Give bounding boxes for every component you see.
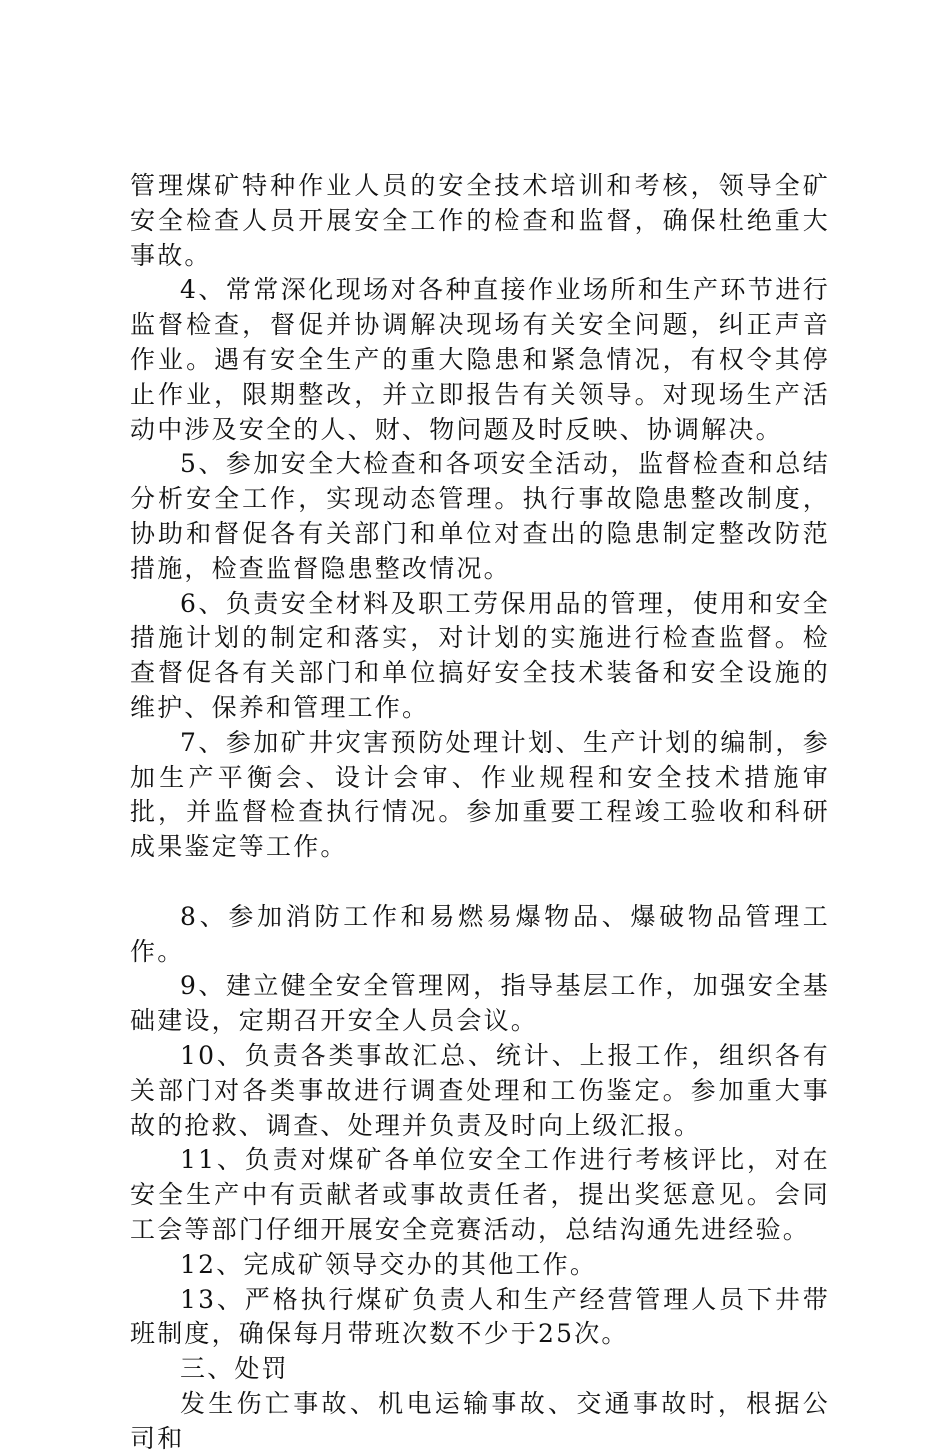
paragraph-penalty: 发生伤亡事故、机电运输事故、交通事故时，根据公司和 xyxy=(130,1388,830,1453)
paragraph-item-12: 12、完成矿领导交办的其他工作。 xyxy=(180,1249,598,1279)
paragraph-item-5: 5、参加安全大检查和各项安全活动，监督检查和总结分析安全工作，实现动态管理。执行事故隐患整改制度，协助和督促各有关部门和单位对查出的隐患制定整改防范措施，检查监督隐患整改情况。 xyxy=(130,449,830,583)
paragraph-item-6: 6、负责安全材料及职工劳保用品的管理，使用和安全措施计划的制定和落实，对计划的实施进行检查监督。检查督促各有关部门和单位搞好安全技术装备和安全设施的维护、保养和管理工作。 xyxy=(130,588,830,722)
paragraph-item-7: 7、参加矿井灾害预防处理计划、生产计划的编制，参加生产平衡会、设计会审、作业规程和安全技术措施审批，并监督检查执行情况。参加重要工程竣工验收和科研成果鉴定等工作。 xyxy=(130,727,830,862)
paragraph-item-4: 4、常常深化现场对各种直接作业场所和生产环节进行监督检查，督促并协调解决现场有关安全问题，纠正声音作业。遇有安全生产的重大隐患和紧急情况，有权令其停止作业，限期整改，并立即报告有关领导。对现场生产活动中涉及安全的人、财、物问题及时反映、协调解决。 xyxy=(130,275,830,444)
paragraph-item-10: 10、负责各类事故汇总、统计、上报工作，组织各有关部门对各类事故进行调查处理和工伤鉴定。参加重大事故的抢救、调查、处理并负责及时向上级汇报。 xyxy=(130,1040,830,1140)
section-heading: 三、处罚 xyxy=(180,1354,289,1384)
paragraph-item-9: 9、建立健全安全管理网，指导基层工作，加强安全基础建设，定期召开安全人员会议。 xyxy=(130,971,830,1036)
document-body xyxy=(130,169,830,1456)
paragraph-item-8: 8、参加消防工作和易燃易爆物品、爆破物品管理工作。 xyxy=(130,901,830,966)
paragraph-item-11: 11、负责对煤矿各单位安全工作进行考核评比，对在安全生产中有贡献者或事故责任者，提出奖惩意见。会同工会等部门仔细开展安全竞赛活动，总结沟通先进经验。 xyxy=(130,1145,830,1244)
paragraph-continuation: 管理煤矿特种作业人员的安全技术培训和考核，领导全矿安全检查人员开展安全工作的检查和监督，确保杜绝重大事故。 xyxy=(130,171,830,270)
paragraph-item-13: 13、严格执行煤矿负责人和生产经营管理人员下井带班制度，确保每月带班次数不少于25次。 xyxy=(130,1284,830,1349)
